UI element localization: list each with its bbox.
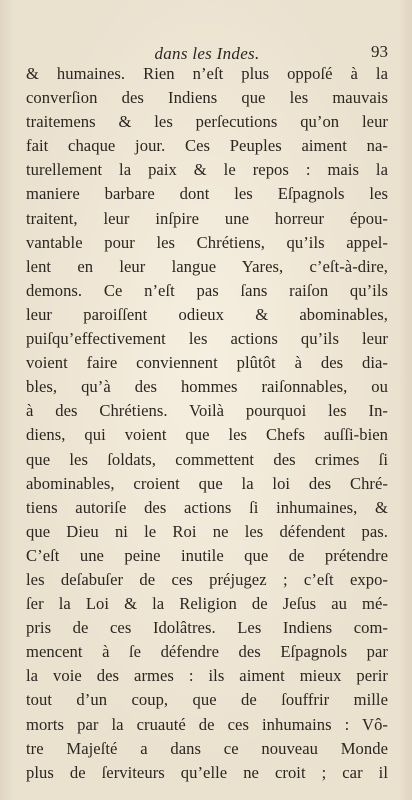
text-line: demons. Ce n’eſt pas ſans raiſon qu’ils: [26, 280, 388, 300]
text-line: plus de ſerviteurs qu’elle ne croit ; car il: [26, 762, 388, 782]
text-line: bles, qu’à des hommes raiſonnables, ou: [26, 377, 388, 397]
running-title: dans les Indes.: [154, 44, 260, 63]
text-line: que les ſoldats, commettent des crimes ſi: [26, 449, 388, 469]
text-line: converſion des Indiens que les mauvais: [26, 88, 388, 108]
text-line: maniere barbare dont les Eſpagnols les: [26, 184, 388, 204]
text-line: lent en leur langue Yares, c’eſt-à-dire,: [26, 256, 388, 276]
text-line: la voie des armes : ils aiment mieux perir: [26, 666, 388, 686]
text-line: leur paroiſſent odieux & abominables,: [26, 304, 388, 324]
text-line: diens, qui voient que les Chefs auſſi-bien: [26, 425, 388, 445]
text-line: puiſqu’effectivement les actions qu’ils leur: [26, 329, 388, 349]
text-line: C’eſt une peine inutile que de prétendre: [26, 545, 388, 565]
text-line: & humaines. Rien n’eſt plus oppoſé à la: [26, 64, 388, 83]
text-line: tre Majeſté a dans ce nouveau Monde: [26, 738, 388, 758]
text-line: vantable pour les Chrétiens, qu’ils appel-: [26, 232, 388, 252]
text-line: les deſabuſer de ces préjugez ; c’eſt expo-: [26, 569, 388, 589]
text-line: turellement la paix & le repos : mais la: [26, 160, 388, 180]
text-line: traitent, leur inſpire une horreur épou-: [26, 208, 388, 228]
text-line: abominables, croient que la loi des Chré-: [26, 473, 388, 493]
text-line: pris de ces Idolâtres. Les Indiens com-: [26, 618, 388, 638]
text-line: à des Chrétiens. Voilà pourquoi les In-: [26, 401, 388, 421]
text-line: tout d’un coup, que de ſouffrir mille: [26, 690, 388, 710]
text-line: que Dieu ni le Roi ne les défendent pas.: [26, 521, 388, 541]
text-line: tiens autoriſe des actions ſi inhumaines, &: [26, 497, 388, 517]
text-line: ſer la Loi & la Religion de Jeſus au mé-: [26, 594, 388, 614]
text-line: morts par la cruauté de ces inhumains : Vô-: [26, 714, 388, 734]
text-line: mencent à ſe défendre des Eſpagnols par: [26, 642, 388, 662]
text-line: traitemens & les perſecutions qu’on leur: [26, 112, 388, 132]
text-line: fait chaque jour. Ces Peuples aiment na-: [26, 136, 388, 156]
body-text: [26, 62, 388, 785]
page-number: 93: [371, 42, 388, 61]
text-line: voient faire conviennent plûtôt à des dia-: [26, 353, 388, 373]
